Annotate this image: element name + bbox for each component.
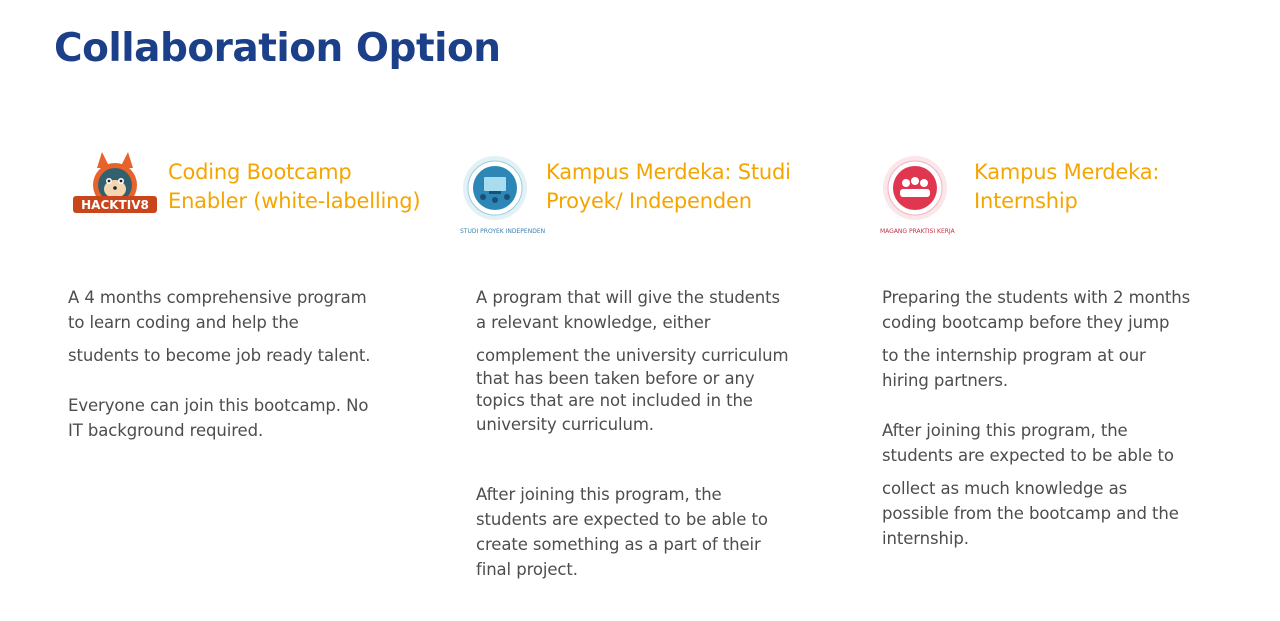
card-title-line1: Coding Bootcamp [168, 160, 352, 184]
desc-line: complement the university curriculum [476, 346, 789, 365]
card-title [974, 158, 1234, 216]
desc-line: hiring partners. [882, 371, 1009, 390]
desc-line: to the internship program at our [882, 346, 1146, 365]
desc-line: IT background required. [68, 421, 264, 440]
desc-line: to learn coding and help the [68, 313, 299, 332]
studi-proyek-logo-text: STUDI PROYEK INDEPENDEN [460, 228, 546, 235]
desc-line: collect as much knowledge as [882, 479, 1128, 498]
desc-line: A program that will give the students [476, 288, 780, 307]
desc-line: After joining this program, the [476, 485, 722, 504]
desc-line: final project. [476, 560, 578, 579]
desc-line: topics that are not included in the [476, 391, 753, 410]
card-title-line2: Internship [974, 189, 1078, 213]
desc-line: Everyone can join this bootcamp. No [68, 396, 369, 415]
desc-line: possible from the bootcamp and the [882, 504, 1179, 523]
desc-line: Preparing the students with 2 months [882, 288, 1191, 307]
page-title: Collaboration Option [54, 26, 501, 71]
studi-proyek-logo [460, 155, 550, 255]
desc-line: university curriculum. [476, 415, 654, 434]
card-description [68, 285, 428, 443]
desc-line: students to become job ready talent. [68, 346, 371, 365]
card-description [882, 285, 1242, 551]
card-title-line2: Proyek/ Independen [546, 189, 752, 213]
desc-line: After joining this program, the [882, 421, 1128, 440]
hacktiv8-logo [70, 150, 160, 250]
card-title-line1: Kampus Merdeka: Studi [546, 160, 791, 184]
desc-line: coding bootcamp before they jump [882, 313, 1170, 332]
desc-line: internship. [882, 529, 969, 548]
card-title [546, 158, 836, 216]
card-description [476, 285, 836, 582]
desc-line: A 4 months comprehensive program [68, 288, 367, 307]
magang-logo [880, 155, 970, 255]
desc-line: students are expected to be able to [882, 446, 1174, 465]
magang-logo-text: MAGANG PRAKTISI KERJA [880, 228, 955, 235]
card-title-line1: Kampus Merdeka: [974, 160, 1160, 184]
card-title-line2: Enabler (white-labelling) [168, 189, 421, 213]
desc-line: create something as a part of their [476, 535, 761, 554]
desc-line: a relevant knowledge, either [476, 313, 711, 332]
desc-line: students are expected to be able to [476, 510, 768, 529]
desc-line: that has been taken before or any [476, 369, 755, 388]
hacktiv8-logo-text: HACKTIV8 [81, 198, 149, 212]
card-title [168, 158, 438, 216]
